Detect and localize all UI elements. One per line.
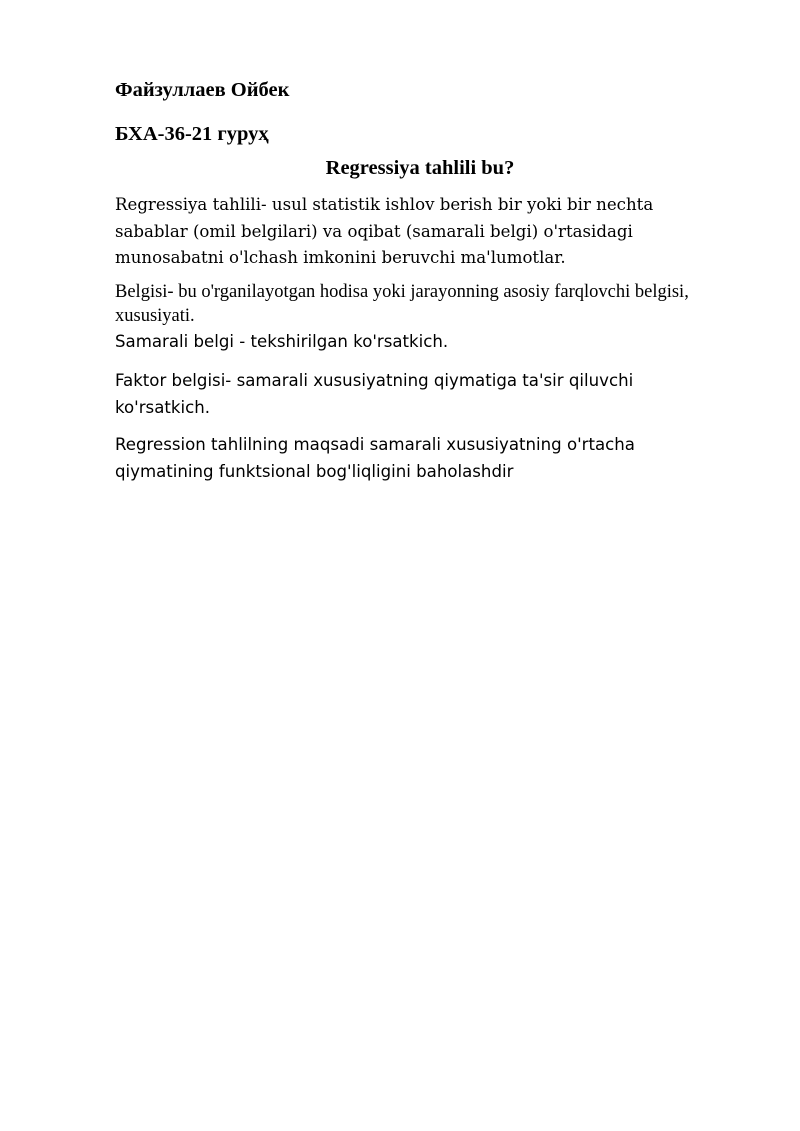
group-label: БХА-36-21 гуруҳ <box>115 123 269 145</box>
document-title: Regressiya tahlili bu? <box>325 157 515 179</box>
paragraph-definition: Regressiya tahlili- usul statistik ishlov berish bir yoki bir nechta sabablar (omil belgilari) va oqibat (samarali belgi) o'rtasidagi munosabatni o'lchash imkonini beruvchi ma'lumotlar. <box>115 195 654 267</box>
paragraph-samarali-belgi: Samarali belgi - tekshirilgan ko'rsatkich. <box>115 331 449 351</box>
paragraph-belgisi: Belgisi- bu o'rganilayotgan hodisa yoki jarayonning asosiy farqlovchi belgisi, xususiyati. <box>115 281 689 326</box>
author-name: Файзуллаев Ойбек <box>115 79 290 101</box>
document-body <box>115 76 725 485</box>
paragraph-regression-goal: Regression tahlilning maqsadi samarali xususiyatning o'rtacha qiymatining funktsional bog'liqligini baholashdir <box>115 434 635 481</box>
paragraph-faktor-belgisi: Faktor belgisi- samarali xususiyatning qiymatiga ta'sir qiluvchi ko'rsatkich. <box>115 370 634 417</box>
